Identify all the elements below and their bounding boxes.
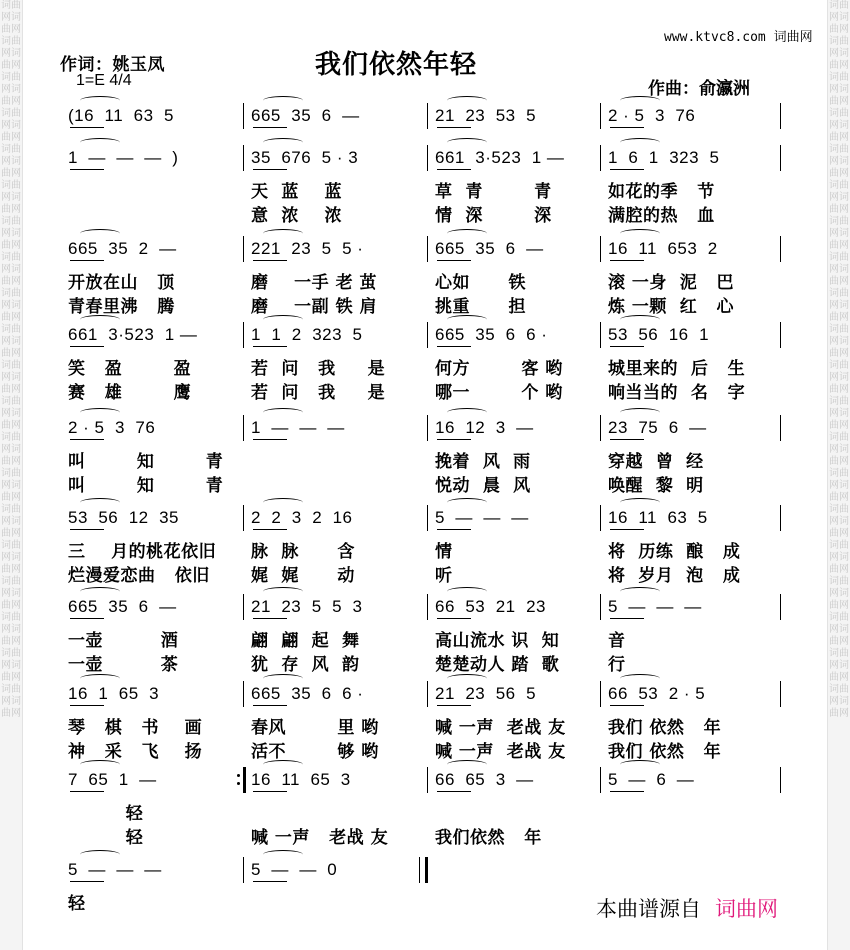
lyric-segment: 挽着 风 雨: [435, 452, 531, 472]
lyric-line: [60, 650, 780, 675]
slur-mark: [263, 498, 303, 507]
final-barline: [425, 857, 428, 883]
lyric-line: [60, 201, 780, 226]
notation-row: [60, 857, 780, 883]
measure: 2 2 3 2 16: [251, 508, 353, 527]
barline: [243, 145, 244, 171]
lyric-segment: 三 月的桃花依旧: [68, 542, 217, 562]
beam-underline: [253, 127, 287, 128]
lyric-segment: 我们 依然 年: [608, 742, 722, 762]
measure: 66 53 2 · 5: [608, 684, 706, 703]
barline: [600, 681, 601, 707]
beam-underline: [610, 705, 644, 706]
beam-underline: [437, 791, 471, 792]
measure: 665 35 6 —: [68, 597, 177, 616]
slur-mark: [447, 315, 487, 324]
lyric-segment: 将 岁月 泡 成: [608, 566, 741, 586]
slur-mark: [620, 96, 660, 105]
slur-mark: [80, 315, 120, 324]
barline: [427, 103, 428, 129]
lyric-line: [60, 268, 780, 293]
barline: [780, 415, 781, 441]
barline: [243, 236, 244, 262]
lyric-line: [60, 354, 780, 379]
slur-mark: [263, 229, 303, 238]
barline: [780, 322, 781, 348]
measure: 661 3·523 1 —: [435, 148, 565, 167]
slur-mark: [80, 498, 120, 507]
lyric-segment: 喊 一声 老战 友: [435, 718, 566, 738]
lyric-segment: 磨 一副 铁 肩: [251, 297, 378, 317]
site-url: www.ktvc8.com: [664, 30, 766, 45]
slur-mark: [80, 760, 120, 769]
barline: [780, 236, 781, 262]
lyric-line: [60, 626, 780, 651]
barline: [600, 103, 601, 129]
barline: [427, 594, 428, 620]
lyric-segment: 挑重 担: [435, 297, 527, 317]
lyric-segment: 悦动 晨 风: [435, 476, 531, 496]
beam-underline: [437, 705, 471, 706]
barline: [243, 103, 244, 129]
barline: [243, 857, 244, 883]
measure: 66 53 21 23: [435, 597, 546, 616]
barline: [427, 681, 428, 707]
measure: 35 676 5 · 3: [251, 148, 359, 167]
notation-row: [60, 145, 780, 171]
lyric-segment: 穿越 曾 经: [608, 452, 704, 472]
lyric-segment: 我们依然 年: [435, 828, 542, 848]
measure: 1 6 1 323 5: [608, 148, 720, 167]
lyric-line: [60, 737, 780, 762]
beam-underline: [70, 169, 104, 170]
lyric-line: [60, 537, 780, 562]
slur-mark: [620, 498, 660, 507]
lyric-segment: 心如 铁: [435, 273, 527, 293]
beam-underline: [253, 439, 287, 440]
beam-underline: [253, 529, 287, 530]
lyric-line: [60, 799, 780, 824]
notation-row: [60, 236, 780, 262]
measure: 661 3·523 1 —: [68, 325, 198, 344]
lyric-segment: 活不 够 哟: [251, 742, 379, 762]
right-watermark-text: 词曲网词曲网词曲网词曲网词曲网词曲网词曲网词曲网词曲网词曲网词曲网词曲网词曲网词曲网词曲网词曲网词曲网词曲网词曲网词曲网词曲网词曲网词曲网词曲网词曲网词曲网词曲网词曲网词曲网词曲网词曲网词曲网词曲网词曲网词曲网词曲网词曲网词曲网词曲网词曲网: [829, 0, 849, 719]
lyric-segment: 滚 一身 泥 巴: [608, 273, 735, 293]
slur-mark: [620, 315, 660, 324]
lyric-segment: 叫 知 青: [68, 476, 224, 496]
notation-row: [60, 322, 780, 348]
notation-row: [60, 767, 780, 793]
beam-underline: [253, 346, 287, 347]
notation-row: [60, 594, 780, 620]
beam-underline: [70, 529, 104, 530]
measure: 5 — — —: [68, 860, 162, 879]
lyric-segment: 神 采 飞 扬: [68, 742, 203, 762]
measure: 16 11 63 5: [608, 508, 708, 527]
slur-mark: [263, 587, 303, 596]
measure: 1 — — — ): [68, 148, 179, 167]
measure: 1 — — —: [251, 418, 345, 437]
beam-underline: [70, 618, 104, 619]
barline: [600, 505, 601, 531]
measure: 221 23 5 5 ·: [251, 239, 364, 258]
slur-mark: [80, 229, 120, 238]
lyric-segment: 炼 一颗 红 心: [608, 297, 735, 317]
beam-underline: [610, 618, 644, 619]
beam-underline: [437, 618, 471, 619]
lyric-segment: 笑 盈 盈: [68, 359, 192, 379]
lyric-segment: 开放在山 顶: [68, 273, 175, 293]
lyric-segment: 一壶 茶: [68, 655, 179, 675]
barline: [600, 767, 601, 793]
measure: 665 35 6 6 ·: [251, 684, 364, 703]
lyric-segment: 如花的季 节: [608, 182, 715, 202]
lyric-segment: 音: [608, 631, 626, 651]
lyric-segment: 将 历练 酿 成: [608, 542, 741, 562]
beam-underline: [610, 260, 644, 261]
measure: 21 23 53 5: [435, 106, 537, 125]
lyric-segment: 琴 棋 书 画: [68, 718, 203, 738]
beam-underline: [610, 346, 644, 347]
slur-mark: [620, 229, 660, 238]
slur-mark: [620, 408, 660, 417]
measure: 5 — — —: [435, 508, 529, 527]
song-title: 我们依然年轻: [315, 50, 478, 80]
slur-mark: [263, 408, 303, 417]
slur-mark: [80, 850, 120, 859]
beam-underline: [437, 127, 471, 128]
measure: 21 23 5 5 3: [251, 597, 363, 616]
beam-underline: [253, 169, 287, 170]
beam-underline: [610, 127, 644, 128]
barline: [427, 322, 428, 348]
barline: [600, 236, 601, 262]
lyric-segment: 听: [435, 566, 453, 586]
barline: [243, 505, 244, 531]
slur-mark: [263, 760, 303, 769]
slur-mark: [447, 96, 487, 105]
measure: 2 · 5 3 76: [608, 106, 696, 125]
lyric-segment: 哪一 个 哟: [435, 383, 563, 403]
barline: [243, 594, 244, 620]
notation-row: [60, 103, 780, 129]
barline: [780, 103, 781, 129]
measure: 665 35 6 —: [251, 106, 360, 125]
lyric-segment: 行: [608, 655, 626, 675]
lyric-segment: 城里来的 后 生: [608, 359, 746, 379]
slur-mark: [80, 587, 120, 596]
slur-mark: [447, 674, 487, 683]
barline: [427, 236, 428, 262]
lyric-segment: 赛 雄 鹰: [68, 383, 192, 403]
barline: [780, 594, 781, 620]
lyric-segment: 若 问 我 是: [251, 359, 386, 379]
barline: [600, 145, 601, 171]
beam-underline: [437, 260, 471, 261]
lyric-segment: 轻: [68, 828, 144, 848]
barline: [600, 415, 601, 441]
barline: [427, 505, 428, 531]
measure: 665 35 6 6 ·: [435, 325, 548, 344]
lyric-segment: 满腔的热 血: [608, 206, 715, 226]
lyric-segment: 高山流水 识 知: [435, 631, 560, 651]
lyric-segment: 响当当的 名 字: [608, 383, 746, 403]
measure: 665 35 2 —: [68, 239, 177, 258]
key-signature: 1=E 4/4: [76, 72, 132, 89]
source-site: 词曲网: [715, 897, 778, 921]
lyricist-credit: 作词：姚玉凤: [60, 55, 165, 75]
measure: 16 1 65 3: [68, 684, 160, 703]
beam-underline: [70, 881, 104, 882]
slur-mark: [80, 96, 120, 105]
lyric-segment: 轻: [68, 894, 86, 914]
lyric-segment: 我们 依然 年: [608, 718, 722, 738]
lyric-segment: 喊 一声 老战 友: [251, 828, 389, 848]
slur-mark: [263, 138, 303, 147]
beam-underline: [437, 346, 471, 347]
beam-underline: [253, 618, 287, 619]
lyric-line: [60, 471, 780, 496]
notation-row: [60, 505, 780, 531]
lyric-line: [60, 561, 780, 586]
measure: (16 11 63 5: [68, 106, 174, 125]
measure: 53 56 12 35: [68, 508, 179, 527]
barline: [780, 145, 781, 171]
lyric-segment: 犹 存 风 韵: [251, 655, 360, 675]
measure: 23 75 6 —: [608, 418, 707, 437]
measure: 5 — — —: [608, 597, 702, 616]
beam-underline: [70, 439, 104, 440]
lyric-segment: 一壶 酒: [68, 631, 179, 651]
notation-row: [60, 415, 780, 441]
beam-underline: [610, 791, 644, 792]
measure: 7 65 1 —: [68, 770, 157, 789]
lyric-line: [60, 378, 780, 403]
slur-mark: [447, 587, 487, 596]
beam-underline: [253, 260, 287, 261]
source-credit: [596, 893, 778, 923]
lyric-segment: 叫 知 青: [68, 452, 224, 472]
measure: 2 · 5 3 76: [68, 418, 156, 437]
barline: [243, 415, 244, 441]
measure: 66 65 3 —: [435, 770, 534, 789]
barline: [780, 681, 781, 707]
slur-mark: [263, 674, 303, 683]
lyric-segment: 意 浓 浓: [251, 206, 343, 226]
barline: [427, 415, 428, 441]
barline: [600, 594, 601, 620]
lyric-segment: 天 蓝 蓝: [251, 182, 343, 202]
lyric-segment: 脉 脉 含: [251, 542, 355, 562]
beam-underline: [70, 127, 104, 128]
lyric-segment: 烂漫爱恋曲 依旧: [68, 566, 210, 586]
slur-mark: [263, 850, 303, 859]
beam-underline: [610, 169, 644, 170]
barline: [243, 681, 244, 707]
slur-mark: [447, 498, 487, 507]
lyric-segment: 喊 一声 老战 友: [435, 742, 566, 762]
barline: [427, 767, 428, 793]
barline: [600, 322, 601, 348]
lyric-segment: 情 深 深: [435, 206, 552, 226]
barline: [780, 767, 781, 793]
beam-underline: [610, 529, 644, 530]
measure: 665 35 6 —: [435, 239, 544, 258]
lyric-line: [60, 823, 780, 848]
lyric-segment: 若 问 我 是: [251, 383, 386, 403]
measure: 1 1 2 323 5: [251, 325, 363, 344]
lyric-line: [60, 292, 780, 317]
lyric-segment: 何方 客 哟: [435, 359, 563, 379]
lyric-line: [60, 447, 780, 472]
beam-underline: [437, 529, 471, 530]
final-barline-thin: [419, 857, 420, 883]
beam-underline: [70, 791, 104, 792]
slur-mark: [263, 96, 303, 105]
left-watermark-text: 词曲网词曲网词曲网词曲网词曲网词曲网词曲网词曲网词曲网词曲网词曲网词曲网词曲网词曲网词曲网词曲网词曲网词曲网词曲网词曲网词曲网词曲网词曲网词曲网词曲网词曲网词曲网词曲网词曲网词曲网词曲网词曲网词曲网词曲网词曲网词曲网词曲网词曲网词曲网词曲网: [1, 0, 21, 719]
lyric-segment: 春风 里 哟: [251, 718, 379, 738]
lyric-line: [60, 713, 780, 738]
lyric-segment: 草 青 青: [435, 182, 552, 202]
composer-credit: 作曲：俞瀛洲: [648, 79, 750, 99]
slur-mark: [447, 760, 487, 769]
barline: [427, 145, 428, 171]
beam-underline: [437, 169, 471, 170]
lyric-segment: 娓 娓 动: [251, 566, 355, 586]
notation-row: [60, 681, 780, 707]
source-label: 本曲谱源自: [596, 897, 701, 921]
barline: [243, 767, 246, 793]
beam-underline: [70, 346, 104, 347]
beam-underline: [437, 439, 471, 440]
slur-mark: [447, 138, 487, 147]
slur-mark: [80, 674, 120, 683]
beam-underline: [70, 260, 104, 261]
slur-mark: [447, 229, 487, 238]
beam-underline: [253, 705, 287, 706]
lyric-line: [60, 177, 780, 202]
slur-mark: [263, 315, 303, 324]
measure: 53 56 16 1: [608, 325, 710, 344]
barline: [780, 505, 781, 531]
measure: 21 23 56 5: [435, 684, 537, 703]
lyric-segment: 翩 翩 起 舞: [251, 631, 360, 651]
beam-underline: [70, 705, 104, 706]
lyric-segment: 磨 一手 老 茧: [251, 273, 378, 293]
slur-mark: [447, 408, 487, 417]
lyric-segment: 楚楚动人 踏 歌: [435, 655, 560, 675]
site-name: 词曲网: [773, 30, 813, 45]
measure: 16 11 65 3: [251, 770, 351, 789]
slur-mark: [80, 408, 120, 417]
beam-underline: [253, 791, 287, 792]
beam-underline: [253, 881, 287, 882]
lyric-segment: 情: [435, 542, 453, 562]
beam-underline: [610, 439, 644, 440]
lyric-segment: 青春里沸 腾: [68, 297, 175, 317]
slur-mark: [620, 587, 660, 596]
measure: 16 12 3 —: [435, 418, 534, 437]
slur-mark: [620, 760, 660, 769]
measure: 5 — — 0: [251, 860, 338, 879]
measure: 16 11 653 2: [608, 239, 718, 258]
slur-mark: [620, 138, 660, 147]
barline: [243, 322, 244, 348]
lyric-segment: 轻: [68, 804, 144, 824]
slur-mark: [80, 138, 120, 147]
slur-mark: [620, 674, 660, 683]
measure: 5 — 6 —: [608, 770, 695, 789]
lyric-segment: 唤醒 黎 明: [608, 476, 704, 496]
